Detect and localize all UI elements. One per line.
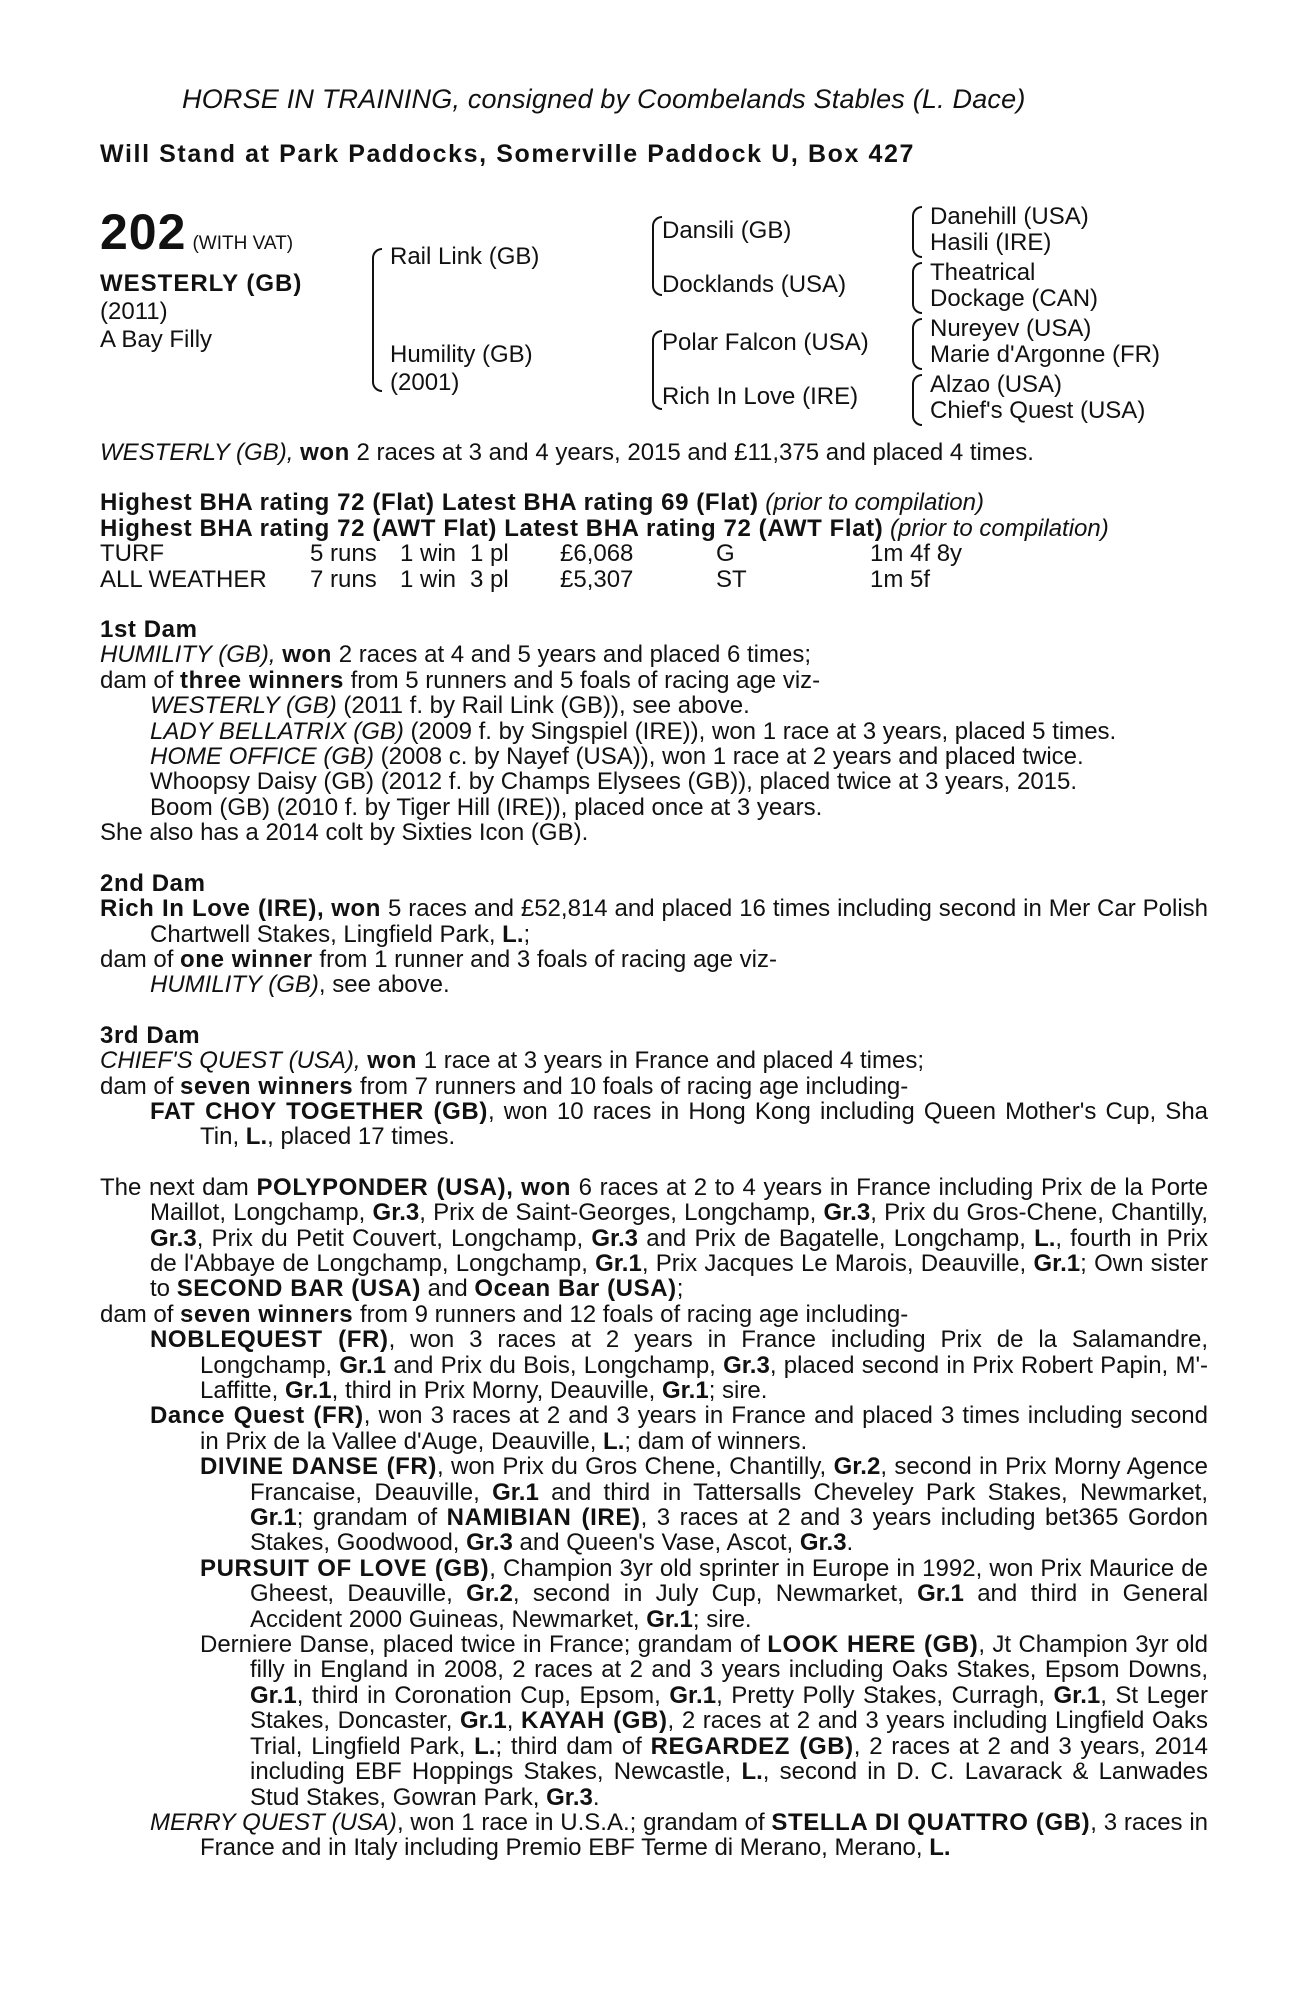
produce-item: Derniere Danse, placed twice in France; grandam of LOOK HERE (GB), Jt Champion 3yr old filly in England in 2008, 2 races at 2 and 3 years including Oaks Stakes, Epsom Downs, Gr.1, third in Coronation Cup, Epsom, Gr.1, Pretty Polly Stakes, Curragh, Gr.1, St Leger Stakes, Doncaster, Gr.1, KAYAH (GB), 2 races at 2 and 3 years including Lingfield Oaks Trial, Lingfield Park, L.; third dam of REGARDEZ (GB), 2 races at 2 and 3 years, 2014 including EBF Hoppings Stakes, Newcastle, L., second in D. C. Lavarack & Lanwades Stud Stakes, Gowran Park, Gr.3.: [200, 1631, 1209, 1811]
pedigree-brace: [652, 216, 662, 296]
stats-cell: £5,307: [560, 565, 634, 593]
pedigree-brace: [912, 318, 922, 370]
pedigree-dam-sire: Polar Falcon (USA): [662, 329, 869, 356]
stats-cell: G: [716, 540, 735, 568]
pedigree-brace: [372, 248, 382, 392]
stats-cell: 3 pl: [470, 565, 509, 593]
produce-item: Boom (GB) (2010 f. by Tiger Hill (IRE)), placed once at 3 years.: [150, 793, 823, 821]
stats-table: [100, 541, 1208, 592]
stats-cell: 1m 4f 8y: [870, 540, 963, 568]
produce-item: DIVINE DANSE (FR), won Prix du Gros Chene, Chantilly, Gr.2, second in Prix Morny Agence Francaise, Deauville, Gr.1 and third in Tattersalls Cheveley Park Stakes, Newmarket, Gr.1; grandam of NAMIBIAN (IRE), 3 races at 2 and 3 years including bet365 Gordon Stakes, Goodwood, Gr.3 and Queen's Vase, Ascot, Gr.3.: [200, 1453, 1209, 1557]
dam2-record: Rich In Love (IRE), won 5 races and £52,814 and placed 16 times including second in Mer Car Polish Chartwell Stakes, Lingfield Park, L.;: [100, 895, 1209, 948]
produce-item: HUMILITY (GB), see above.: [150, 971, 450, 999]
pedigree-dam-year: (2001): [390, 369, 460, 396]
lot-number: 202: [100, 204, 187, 260]
dam3-produce-summary: dam of seven winners from 7 runners and 10 foals of racing age including-: [100, 1072, 909, 1100]
pedigree-sdd: Dockage (CAN): [930, 285, 1099, 312]
stats-cell: £6,068: [560, 540, 634, 568]
pedigree-sire-dam: Docklands (USA): [662, 271, 847, 298]
next-dam-record: The next dam POLYPONDER (USA), won 6 races at 2 to 4 years in France including Prix de la Porte Maillot, Longchamp, Gr.3, Prix de Saint-Georges, Longchamp, Gr.3, Prix du Gros-Chene, Chantilly, Gr.3, Prix du Petit Couvert, Longchamp, Gr.3 and Prix de Bagatelle, Longchamp, L., fourth in Prix de l'Abbaye de Longchamp, Longchamp, Gr.1, Prix Jacques Le Marois, Deauville, Gr.1; Own sister to SECOND BAR (USA) and Ocean Bar (USA);: [100, 1173, 1209, 1303]
stats-cell: ST: [716, 565, 747, 593]
dam1-produce-summary: dam of three winners from 5 runners and 5 foals of racing age viz-: [100, 666, 821, 694]
dam1-also: She also has a 2014 colt by Sixties Icon (GB).: [100, 819, 589, 847]
produce-item: WESTERLY (GB) (2011 f. by Rail Link (GB)), see above.: [150, 692, 750, 720]
vat-note: (WITH VAT): [192, 233, 294, 254]
pedigree-brace: [912, 374, 922, 426]
stats-cell: 1 win: [400, 565, 457, 593]
stats-cell: 1m 5f: [870, 565, 931, 593]
pedigree-dds: Alzao (USA): [930, 371, 1063, 398]
produce-item: Whoopsy Daisy (GB) (2012 f. by Champs Elysees (GB)), placed twice at 3 years, 2015.: [150, 768, 1078, 796]
rating-line-2: Highest BHA rating 72 (AWT Flat) Latest BHA rating 72 (AWT Flat) (prior to compilation): [100, 514, 1109, 542]
pedigree-brace: [912, 206, 922, 258]
pedigree-ssd: Hasili (IRE): [930, 229, 1052, 256]
pedigree-dam-dam: Rich In Love (IRE): [662, 383, 859, 410]
next-dam-produce-summary: dam of seven winners from 9 runners and 12 foals of racing age including-: [100, 1300, 909, 1328]
pedigree-sire-sire: Dansili (GB): [662, 217, 792, 244]
lot-number-block: [100, 203, 293, 261]
summary-line: WESTERLY (GB), won 2 races at 3 and 4 years, 2015 and £11,375 and placed 4 times.: [100, 439, 1034, 466]
produce-item: HOME OFFICE (GB) (2008 c. by Nayef (USA)), won 1 race at 2 years and placed twice.: [150, 743, 1084, 771]
pedigree-dam: Humility (GB): [390, 341, 533, 368]
pedigree-dss: Nureyev (USA): [930, 315, 1092, 342]
pedigree-sire: Rail Link (GB): [390, 243, 540, 270]
race-record: [100, 440, 1208, 1861]
horse-year: (2011): [100, 298, 168, 325]
stats-cell: 1 pl: [470, 540, 509, 568]
stats-cell: ALL WEATHER: [100, 565, 267, 593]
dam2-produce-summary: dam of one winner from 1 runner and 3 foals of racing age viz-: [100, 945, 777, 973]
stats-cell: 7 runs: [310, 565, 377, 593]
pedigree-sds: Theatrical: [930, 259, 1036, 286]
produce-item: LADY BELLATRIX (GB) (2009 f. by Singspiel (IRE)), won 1 race at 3 years, placed 5 times.: [150, 717, 1117, 745]
pedigree-brace: [912, 262, 922, 314]
produce-item: MERRY QUEST (USA), won 1 race in U.S.A.; grandam of STELLA DI QUATTRO (GB), 3 races in France and in Italy including Premio EBF Terme di Merano, Merano, L.: [150, 1808, 1209, 1862]
stats-cell: TURF: [100, 540, 164, 568]
produce-item: NOBLEQUEST (FR), won 3 races at 2 years in France including Prix de la Salamandre, Longchamp, Gr.1 and Prix du Bois, Longchamp, Gr.3, placed second in Prix Robert Papin, M'-Laffitte, Gr.1, third in Prix Morny, Deauville, Gr.1; sire.: [150, 1326, 1209, 1404]
dam3-record: CHIEF'S QUEST (USA), won 1 race at 3 years in France and placed 4 times;: [100, 1047, 925, 1075]
stats-cell: 5 runs: [310, 540, 377, 568]
dam1-record: HUMILITY (GB), won 2 races at 4 and 5 years and placed 6 times;: [100, 641, 811, 669]
produce-item: FAT CHOY TOGETHER (GB), won 10 races in Hong Kong including Queen Mother's Cup, Sha Tin, L., placed 17 times.: [150, 1097, 1209, 1151]
pedigree-brace: [652, 330, 662, 410]
dam3-heading: 3rd Dam: [100, 1021, 201, 1049]
dam1-heading: 1st Dam: [100, 616, 198, 644]
horse-identity: [100, 270, 302, 354]
dam2-heading: 2nd Dam: [100, 869, 206, 897]
produce-item: Dance Quest (FR), won 3 races at 2 and 3 years in France and placed 3 times including second in Prix de la Vallee d'Auge, Deauville, L.; dam of winners.: [150, 1402, 1208, 1455]
produce-item: PURSUIT OF LOVE (GB), Champion 3yr old sprinter in Europe in 1992, won Prix Maurice de Gheest, Deauville, Gr.2, second in July Cup, Newmarket, Gr.1 and third in General Accident 2000 Guineas, Newmarket, Gr.1; sire.: [200, 1554, 1209, 1633]
pedigree-ddd: Chief's Quest (USA): [930, 397, 1146, 424]
stats-cell: 1 win: [400, 540, 457, 568]
page-title: HORSE IN TRAINING, consigned by Coombelands Stables (L. Dace): [182, 84, 1026, 114]
pedigree-sss: Danehill (USA): [930, 203, 1089, 230]
rating-line-1: Highest BHA rating 72 (Flat) Latest BHA rating 69 (Flat) (prior to compilation): [100, 489, 984, 517]
horse-description: A Bay Filly: [100, 326, 213, 353]
pedigree-dsd: Marie d'Argonne (FR): [930, 341, 1160, 368]
horse-name: WESTERLY (GB): [100, 270, 303, 297]
stand-location: Will Stand at Park Paddocks, Somerville Paddock U, Box 427: [100, 140, 916, 168]
